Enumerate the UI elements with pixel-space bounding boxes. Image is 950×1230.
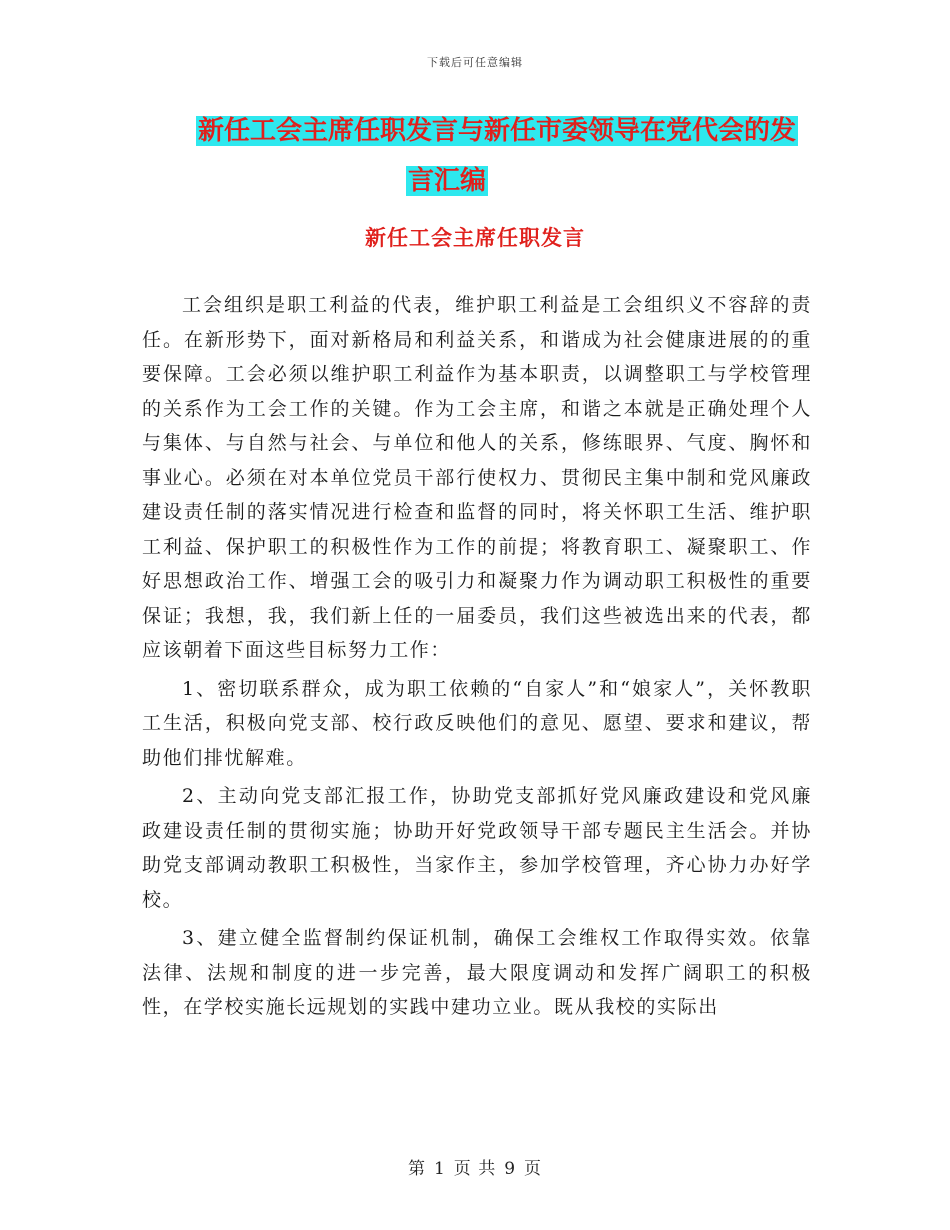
paragraph-intro: 工会组织是职工利益的代表，维护职工利益是工会组织义不容辞的责任。在新形势下，面对新格局和利益关系，和谐成为社会健康进展的的重要保障。工会必须以维护职工利益作为基本职责，以调整职工与学校管理的关系作为工会工作的关键。作为工会主席，和谐之本就是正确处理个人与集体、与自然与社会、与单位和他人的关系，修练眼界、气度、胸怀和事业心。必须在对本单位党员干部行使权力、贯彻民主集中制和党风廉政建设责任制的落实情况进行检查和监督的同时，将关怀职工生活、维护职工利益、保护职工的积极性作为工作的前提；将教育职工、凝聚职工、作好思想政治工作、增强工会的吸引力和凝聚力作为调动职工积极性的重要保证；我想，我，我们新上任的一届委员，我们这些被选出来的代表，都应该朝着下面这些目标努力工作： <box>142 294 812 661</box>
total-pages: 9 <box>504 1159 517 1179</box>
page-footer <box>0 1154 950 1179</box>
page-label-suffix: 页 <box>524 1159 543 1179</box>
section-title: 新任工会主席任职发言 <box>365 226 585 250</box>
page-number: 1 <box>433 1159 446 1179</box>
document-body <box>142 288 812 1029</box>
paragraph-item-1: 1、密切联系群众，成为职工依赖的“自家人”和“娘家人”，关怀教职工生活，积极向党支部、校行政反映他们的意见、愿望、要求和建议，帮助他们排忧解难。 <box>142 677 812 769</box>
page-label-mid: 页 共 <box>453 1159 497 1179</box>
document-title-line-2: 言汇编 <box>408 166 487 196</box>
page-header-note: 下载后可任意编辑 <box>427 56 523 69</box>
page-label-prefix: 第 <box>407 1159 426 1179</box>
paragraph-item-2: 2、主动向党支部汇报工作，协助党支部抓好党风廉政建设和党风廉政建设责任制的贯彻实施；协助开好党政领导干部专题民主生活会。并协助党支部调动教职工积极性，当家作主，参加学校管理，齐心协力办好学校。 <box>142 785 812 911</box>
paragraph-item-3: 3、建立健全监督制约保证机制，确保工会维权工作取得实效。依靠法律、法规和制度的进一步完善，最大限度调动和发挥广阔职工的积极性，在学校实施长远规划的实践中建功立业。既从我校的实际出 <box>142 927 812 1018</box>
document-title-line-1: 新任工会主席任职发言与新任市委领导在党代会的发 <box>198 116 797 146</box>
